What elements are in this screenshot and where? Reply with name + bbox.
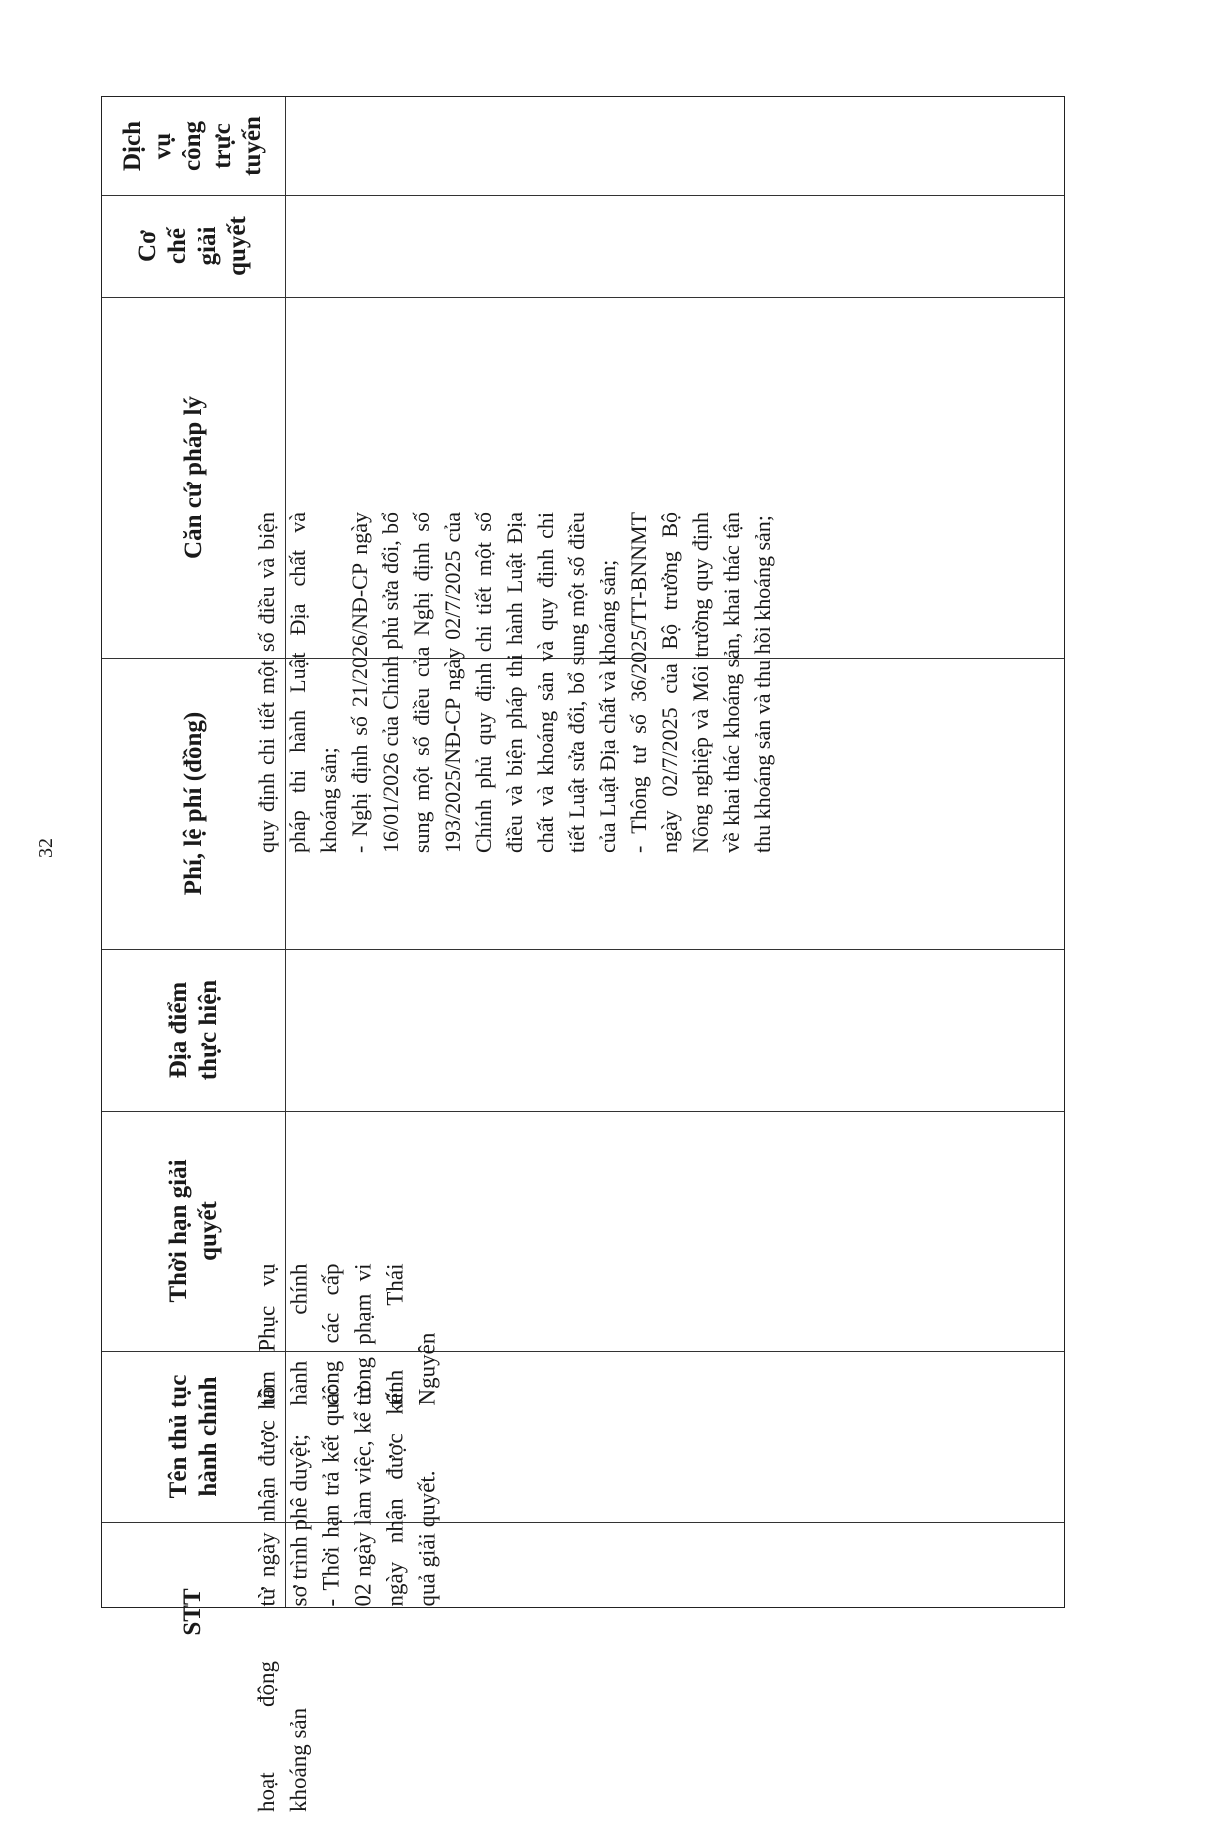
header-dia-diem: Địa điểm thực hiện <box>165 979 222 1081</box>
header-ten-thu-tuc: Tên thủ tục hành chính <box>164 1374 222 1499</box>
cell-thoi-han: từ ngày nhận được hồ sơ trình phê duyệt; - Thời hạn trả kết quả: 02 ngày làm việc, kể từ ngày nhận được kết quả giải quyết. <box>254 1386 440 1607</box>
cell-co-che <box>245 530 1016 632</box>
cell-phi-le-phi <box>245 898 1016 1189</box>
header-co-che: Cơ chế giải quyết <box>134 216 251 276</box>
cell-dich-vu <box>245 434 1016 532</box>
cell-ten-thu-tuc: hoạt động khoáng sản <box>254 1661 311 1812</box>
header-stt: STT <box>179 1588 206 1636</box>
page-number: 32 <box>35 838 57 858</box>
header-phi-le-phi: Phí, lệ phí (đồng) <box>179 711 207 896</box>
cell-dia-diem: tâm Phục vụ hành chính công các cấp trong phạm vi tỉnh Thái Nguyên <box>254 1263 440 1406</box>
header-can-cu: Căn cứ pháp lý <box>179 396 207 559</box>
header-thoi-han: Thời hạn giải quyết <box>165 1159 222 1303</box>
procedure-table <box>101 96 1065 1812</box>
header-dich-vu: Dịch vụ công trực tuyến <box>119 116 266 176</box>
cell-can-cu: quy định chi tiết một số điều và biện pháp thi hành Luật Địa chất và khoáng sản; - Nghị định số 21/2026/NĐ-CP ngày 16/01/2026 của Chính phủ sửa đổi, bổ sung một số điều của Nghị định số 193/2025/NĐ-CP ngày 02/7/2025 của Chính phủ quy định chi tiết một số điều và biện pháp thi hành Luật Địa chất và khoáng sản và quy định chi tiết Luật sửa đổi, bổ sung một số điều của Luật Địa chất và khoáng sản; - Thông tư số 36/2025/TT-BNNMT ngày 02/7/2025 của Bộ trưởng Bộ Nông nghiệp và Môi trường quy định về khai thác khoáng sản, khai thác tận thu khoáng sản và thu hồi khoáng sản; <box>254 512 775 853</box>
